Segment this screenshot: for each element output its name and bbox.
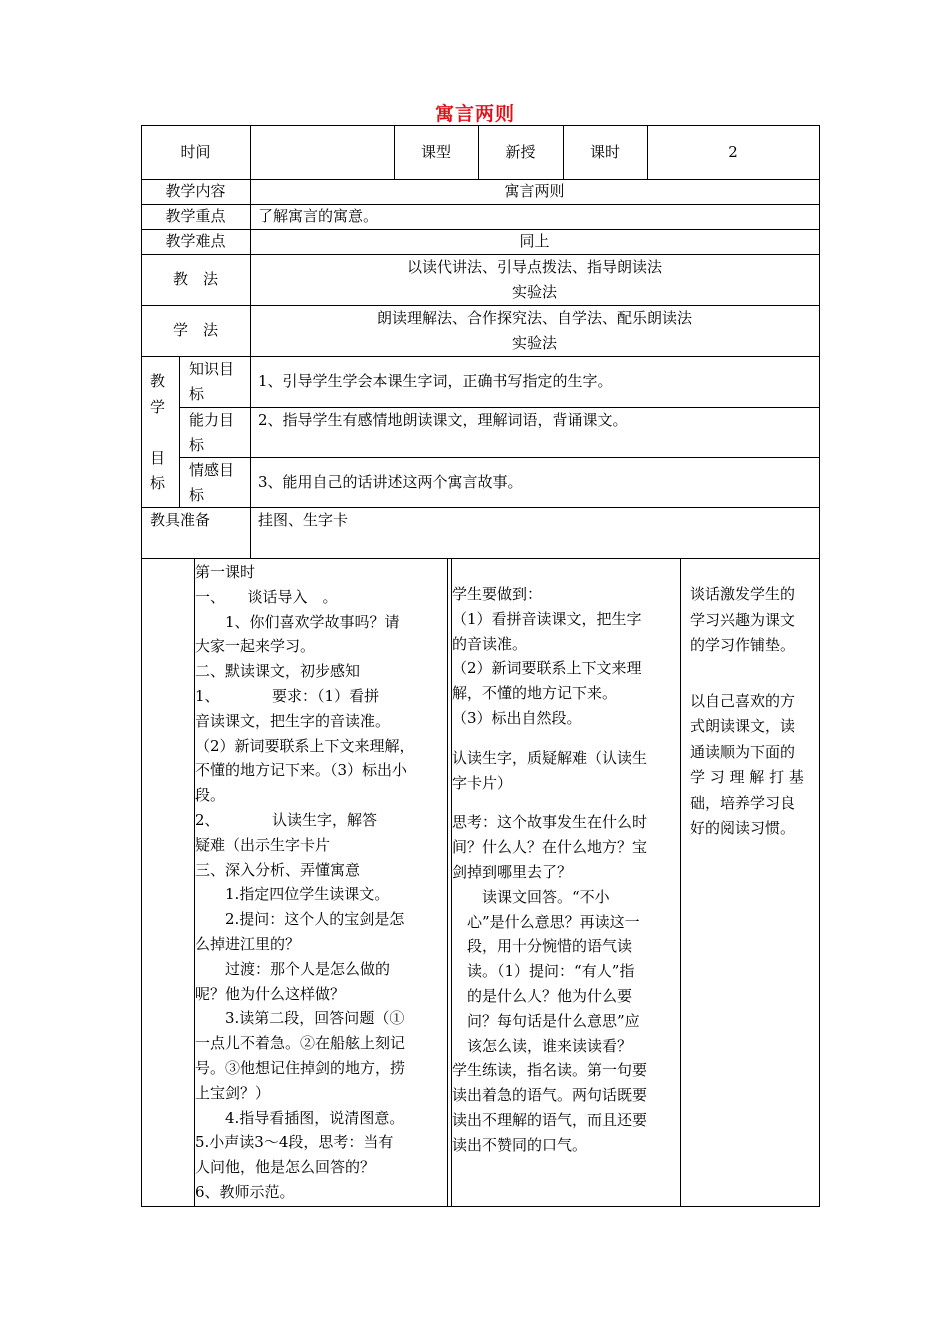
teacher-activity-line: 三、深入分析、弄懂寓意 xyxy=(195,860,361,879)
goals-group-label-1: 教 xyxy=(150,372,166,390)
student-activity-line xyxy=(452,731,680,746)
design-intent-line xyxy=(690,659,815,674)
knowledge-goal-label-2: 标 xyxy=(189,385,205,403)
student-activity-line: 字卡片） xyxy=(452,773,513,792)
focus-label: 教学重点 xyxy=(165,207,226,225)
time-label: 时间 xyxy=(180,143,211,161)
student-activity-line: 解，不懂的地方记下来。 xyxy=(452,684,618,703)
student-activity-line: （3）标出自然段。 xyxy=(452,708,582,727)
design-intent-line: 式朗读课文，读 xyxy=(690,717,796,735)
design-intent-line xyxy=(690,567,815,582)
difficulty-value: 同上 xyxy=(519,232,550,250)
document-title: 寓言两则 xyxy=(434,103,515,125)
goals-group-label-3: 目 xyxy=(150,449,166,467)
student-activity-line: 认读生字，质疑解难（认读生 xyxy=(452,748,648,767)
teacher-activity-line: 疑难（出示生字卡片 xyxy=(195,835,331,854)
student-activity-line: 读课文回答。“不小 xyxy=(452,887,610,906)
study-value-line1: 朗读理解法、合作探究法、自学法、配乐朗读法 xyxy=(376,309,692,327)
student-activity-line: 的音读准。 xyxy=(452,634,528,653)
design-intent-line: 好的阅读习惯。 xyxy=(690,819,796,837)
teacher-activity-line: 不懂的地方记下来。（3）标出小 xyxy=(195,761,408,780)
teacher-activity-line: 音读课文，把生字的音读准。 xyxy=(195,711,391,730)
design-intent-line: 础，培养学习良 xyxy=(690,793,796,812)
student-activity-column xyxy=(452,567,680,1158)
student-activity-line: 问？每句话是什么意思”应 xyxy=(452,1011,640,1030)
emotion-goal-value: 3、能用自己的话讲述这两个寓言故事。 xyxy=(258,473,523,491)
ability-goal-label-2: 标 xyxy=(189,436,205,454)
teacher-activity-line: 呢？他为什么这样做？ xyxy=(195,984,346,1003)
teacher-activity-line: 号。③他想记住掉剑的地方，捞 xyxy=(195,1058,406,1077)
student-activity-line xyxy=(452,795,680,810)
study-value-line2: 实验法 xyxy=(511,334,557,352)
student-activity-line: 心”是什么意思？再读这一 xyxy=(452,912,640,931)
content-value: 寓言两则 xyxy=(504,182,565,200)
teacher-activity-line: 2、 认读生字，解答 xyxy=(195,810,378,829)
knowledge-goal-label-1: 知识目 xyxy=(189,360,235,378)
student-activity-line xyxy=(452,567,680,582)
teacher-activity-line: 么掉进江里的？ xyxy=(195,934,301,953)
design-intent-line: 学 习 理 解 打 基 xyxy=(690,768,804,786)
tools-value: 挂图、生字卡 xyxy=(258,511,349,529)
method-value-line2: 实验法 xyxy=(511,283,557,301)
student-activity-line: （1）看拼音读课文，把生字 xyxy=(452,609,642,628)
ability-goal-value: 2、指导学生有感情地朗读课文，理解词语，背诵课文。 xyxy=(258,411,628,429)
lesson-hours-value: 2 xyxy=(728,143,738,161)
student-activity-line: 间？什么人？在什么地方？宝 xyxy=(452,838,648,857)
student-activity-line: （2）新词要联系上下文来理 xyxy=(452,659,642,678)
design-intent-line: 通读顺为下面的 xyxy=(690,742,796,761)
emotion-goal-label-2: 标 xyxy=(189,486,205,504)
goals-group-label-2: 学 xyxy=(150,398,166,416)
study-label: 学 法 xyxy=(172,321,218,339)
teacher-activity-line: （2）新词要联系上下文来理解， xyxy=(195,736,415,755)
teacher-activity-column xyxy=(195,560,447,1205)
teacher-activity-line: 6、教师示范。 xyxy=(195,1182,295,1201)
teacher-activity-line: 1、你们喜欢学故事吗？请 xyxy=(195,612,400,631)
student-activity-line: 读出着急的语气。两句话既要 xyxy=(452,1086,648,1105)
teacher-activity-line: 1.指定四位学生读课文。 xyxy=(195,885,390,904)
lesson-type-label: 课型 xyxy=(420,143,451,161)
teacher-activity-line: 二、默读课文，初步感知 xyxy=(195,662,361,681)
student-activity-line: 学生练读，指名读。第一句要 xyxy=(452,1061,648,1080)
student-activity-line: 的是什么人？他为什么要 xyxy=(452,986,633,1005)
teacher-activity-line: 段。 xyxy=(195,786,226,805)
design-intent-line: 谈话激发学生的 xyxy=(690,585,796,603)
teacher-activity-line: 第一课时 xyxy=(195,563,256,581)
teacher-activity-line: 1、 要求：（1）看拼 xyxy=(195,686,380,705)
student-activity-line: 读出不赞同的口气。 xyxy=(452,1135,588,1154)
tools-label: 教具准备 xyxy=(150,511,211,529)
student-activity-line: 剑掉到哪里去了？ xyxy=(452,862,573,881)
design-intent-line: 以自己喜欢的方 xyxy=(690,691,796,710)
content-label: 教学内容 xyxy=(165,182,226,200)
student-activity-line: 读。（1）提问：“有人”指 xyxy=(452,962,635,981)
design-intent-line xyxy=(690,674,815,689)
design-intent-line: 学习兴趣为课文 xyxy=(690,610,796,629)
student-activity-line: 思考：这个故事发生在什么时 xyxy=(452,813,648,832)
teacher-activity-line: 一点儿不着急。②在船舷上刻记 xyxy=(195,1034,406,1053)
method-label: 教 法 xyxy=(172,270,218,288)
focus-value: 了解寓言的寓意。 xyxy=(258,207,379,225)
teacher-activity-line: 5.小声读3～4段，思考：当有 xyxy=(195,1133,394,1152)
difficulty-label: 教学难点 xyxy=(165,232,226,250)
emotion-goal-label-1: 情感目 xyxy=(189,461,235,479)
lesson-hours-label: 课时 xyxy=(589,143,620,161)
teacher-activity-line: 3.读第二段，回答问题（① xyxy=(195,1009,405,1028)
student-activity-line: 学生要做到： xyxy=(452,585,543,603)
teacher-activity-line: 过渡：那个人是怎么做的 xyxy=(195,959,391,978)
design-intent-column xyxy=(690,567,815,842)
ability-goal-label-1: 能力目 xyxy=(189,411,235,429)
student-activity-line: 该怎么读，谁来读读看？ xyxy=(452,1036,633,1055)
teacher-activity-line: 2.提问：这个人的宝剑是怎 xyxy=(195,910,405,929)
goals-group-label-4: 标 xyxy=(150,474,166,492)
student-activity-line: 读出不理解的语气，而且还要 xyxy=(452,1110,648,1129)
teacher-activity-line: 人问他，他是怎么回答的？ xyxy=(195,1158,376,1177)
lesson-type-value: 新授 xyxy=(505,143,536,161)
teacher-activity-line: 上宝剑？） xyxy=(195,1083,271,1102)
design-intent-line: 的学习作铺垫。 xyxy=(690,636,796,654)
student-activity-line: 段，用十分惋惜的语气读 xyxy=(452,937,633,956)
teacher-activity-line: 4.指导看插图，说清图意。 xyxy=(195,1108,405,1127)
method-value-line1: 以读代讲法、引导点拨法、指导朗读法 xyxy=(406,258,662,276)
teacher-activity-line: 一、 谈话导入 。 xyxy=(195,587,338,606)
knowledge-goal-value: 1、引导学生学会本课生字词，正确书写指定的生字。 xyxy=(258,372,613,390)
teacher-activity-line: 大家一起来学习。 xyxy=(195,637,316,656)
